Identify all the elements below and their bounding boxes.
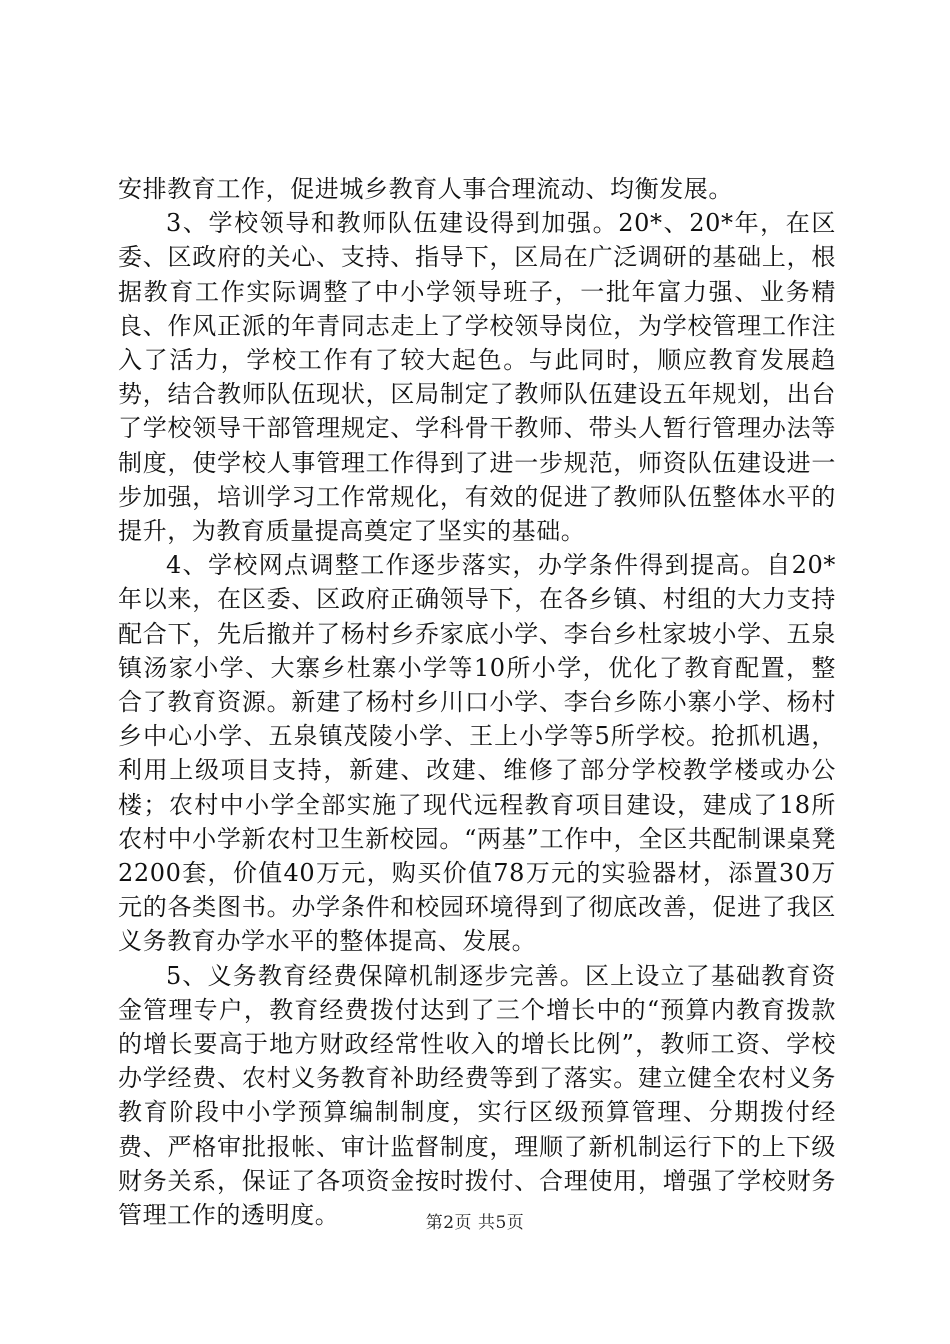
document-body bbox=[118, 172, 836, 1232]
paragraph-school-adjustment: 4、学校网点调整工作逐步落实，办学条件得到提高。自20*年以来，在区委、区政府正确领导下，在各乡镇、村组的大力支持配合下，先后撤并了杨村乡乔家底小学、李台乡杜家坡小学、五泉镇汤家小学、大寨乡杜寨小学等10所小学，优化了教育配置，整合了教育资源。新建了杨村乡川口小学、李台乡陈小寨小学、杨村乡中心小学、五泉镇茂陵小学、王上小学等5所学校。抢抓机遇，利用上级项目支持，新建、改建、维修了部分学校教学楼或办公楼；农村中小学全部实施了现代远程教育项目建设，建成了18所农村中小学新农村卫生新校园。“两基”工作中，全区共配制课桌凳2200套，价值40万元，购买价值78万元的实验器材，添置30万元的各类图书。办学条件和校园环境得到了彻底改善，促进了我区义务教育办学水平的整体提高、发展。 bbox=[118, 551, 836, 956]
paragraph-funding-mechanism: 5、义务教育经费保障机制逐步完善。区上设立了基础教育资金管理专户，教育经费拨付达到了三个增长中的“预算内教育拨款的增长要高于地方财政经常性收入的增长比例”，教师工资、学校办学经费、农村义务教育补助经费等到了落实。建立健全农村义务教育阶段中小学预算编制制度，实行区级预算管理、分期拨付经费、严格审批报帐、审计监督制度，理顺了新机制运行下的上下级财务关系，保证了各项资金按时拨付、合理使用，增强了学校财务管理工作的透明度。 bbox=[118, 961, 836, 1230]
paragraph-teacher-team: 3、学校领导和教师队伍建设得到加强。20*、20*年，在区委、区政府的关心、支持、指导下，区局在广泛调研的基础上，根据教育工作实际调整了中小学领导班子，一批年富力强、业务精良、作风正派的年青同志走上了学校领导岗位，为学校管理工作注入了活力，学校工作有了较大起色。与此同时，顺应教育发展趋势，结合教师队伍现状，区局制定了教师队伍建设五年规划，出台了学校领导干部管理规定、学科骨干教师、带头人暂行管理办法等制度，使学校人事管理工作得到了进一步规范，师资队伍建设进一步加强，培训学习工作常规化，有效的促进了教师队伍整体水平的提升，为教育质量提高奠定了坚实的基础。 bbox=[118, 209, 836, 546]
page-number-footer: 第2页 共5页 bbox=[425, 1213, 525, 1233]
paragraph-continuation: 安排教育工作，促进城乡教育人事合理流动、均衡发展。 bbox=[118, 175, 733, 203]
